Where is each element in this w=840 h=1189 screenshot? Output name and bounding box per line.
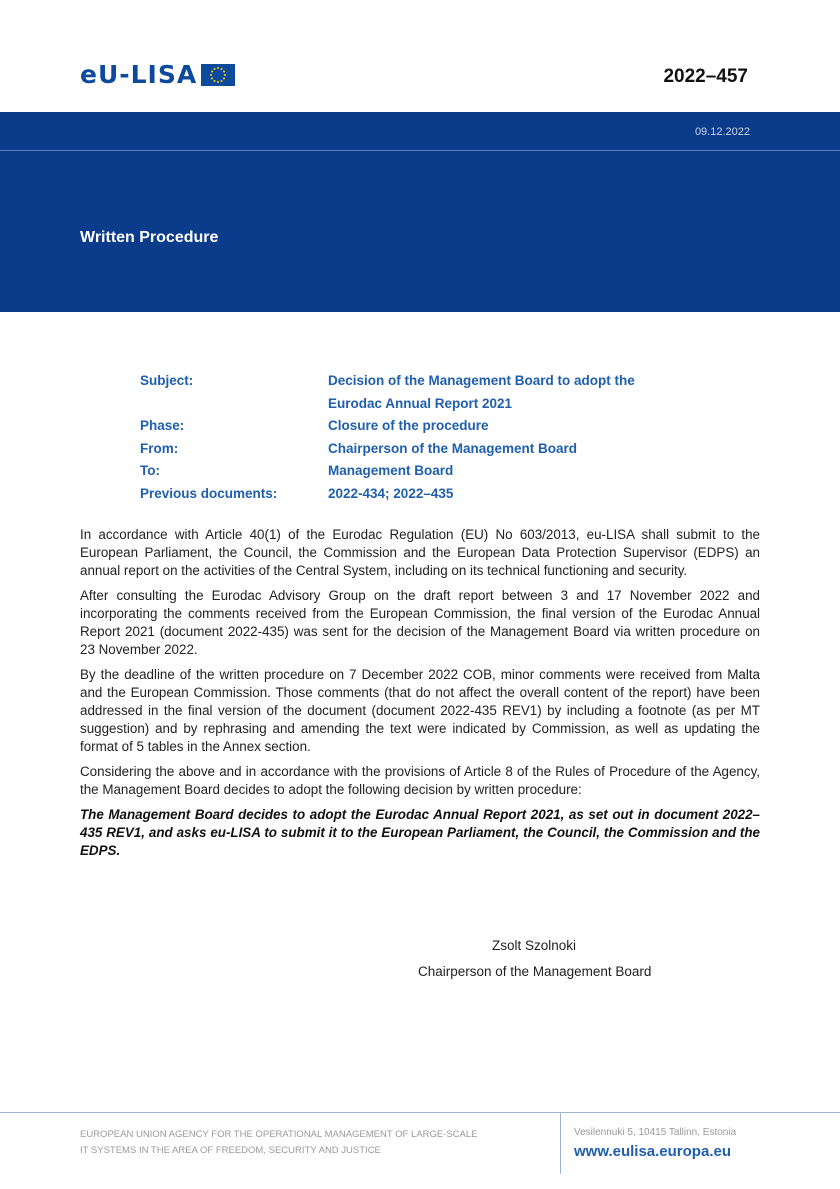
procedure-title: Written Procedure xyxy=(80,229,219,246)
footer-divider xyxy=(0,1112,840,1113)
footer-agency-line: EUROPEAN UNION AGENCY FOR THE OPERATIONAL MANAGEMENT OF LARGE-SCALE xyxy=(80,1129,478,1140)
footer-website-link[interactable]: www.eulisa.europa.eu xyxy=(574,1143,731,1160)
document-body xyxy=(80,526,760,867)
logo-wordmark: eU-LISA xyxy=(80,60,198,89)
meta-label: From: xyxy=(140,440,179,456)
footer-address: Vesilennuki 5, 10415 Tallinn, Estonia xyxy=(574,1127,737,1138)
signatory-role: Chairperson of the Management Board xyxy=(418,964,652,979)
meta-value: Decision of the Management Board to adopt the Eurodac Annual Report 2021 xyxy=(328,373,635,411)
meta-row-subject xyxy=(140,370,688,415)
band-divider xyxy=(0,150,840,151)
meta-label: Subject: xyxy=(140,373,194,388)
document-date: 09.12.2022 xyxy=(694,126,750,138)
meta-row-to xyxy=(140,460,688,483)
body-paragraph: By the deadline of the written procedure on 7 December 2022 COB, minor comments were received from Malta and the European Commission. Those comments (that do not affect the overall content of the report) have been addressed in the final version of the document (document 2022-435 REV1) by including a footnote (as per MT suggestion) and by rephrasing and amending the text were indicated by Commission, as well as updating the format of 5 tables in the Annex section. xyxy=(80,667,760,754)
meta-label: To: xyxy=(140,463,160,478)
eu-flag-icon xyxy=(201,64,235,86)
meta-label: Previous documents: xyxy=(140,485,278,501)
header-band xyxy=(0,112,840,312)
body-paragraph: In accordance with Article 40(1) of the Eurodac Regulation (EU) No 603/2013, eu-LISA shall submit to the European Parliament, the Council, the Commission and the European Data Protection Supervisor (EDPS) an annual report on the activities of the Central System, including on its technical functioning and security. xyxy=(80,527,760,578)
footer-vertical-divider xyxy=(560,1112,561,1174)
document-number: 2022–457 xyxy=(663,66,748,87)
metadata-block xyxy=(140,370,688,505)
meta-row-from xyxy=(140,438,688,461)
meta-value: Closure of the procedure xyxy=(328,418,489,433)
meta-value: 2022-434; 2022–435 xyxy=(328,485,454,501)
body-paragraph: After consulting the Eurodac Advisory Group on the draft report between 3 and 17 November 2022 and incorporating the comments received from the European Commission, the final version of the Eurodac Annual Report 2021 (document 2022-435) was sent for the decision of the Management Board via written procedure on 23 November 2022. xyxy=(80,588,760,657)
meta-row-phase xyxy=(140,415,688,438)
meta-value: Chairperson of the Management Board xyxy=(328,440,578,456)
meta-label: Phase: xyxy=(140,418,185,433)
body-paragraph: Considering the above and in accordance with the provisions of Article 8 of the Rules of Procedure of the Agency, the Management Board decides to adopt the following decision by written procedure: xyxy=(80,764,760,797)
meta-row-previous-documents xyxy=(140,483,688,506)
eu-lisa-logo xyxy=(80,62,235,88)
signatory-name: Zsolt Szolnoki xyxy=(492,938,577,953)
meta-value: Management Board xyxy=(328,463,454,478)
footer-agency-name xyxy=(80,1127,478,1159)
decision-statement: The Management Board decides to adopt the Eurodac Annual Report 2021, as set out in document 2022–435 REV1, and asks eu-LISA to submit it to the European Parliament, the Council, the Commission and the EDPS. xyxy=(80,807,760,858)
footer-agency-line: IT SYSTEMS IN THE AREA OF FREEDOM, SECURITY AND JUSTICE xyxy=(80,1145,381,1156)
